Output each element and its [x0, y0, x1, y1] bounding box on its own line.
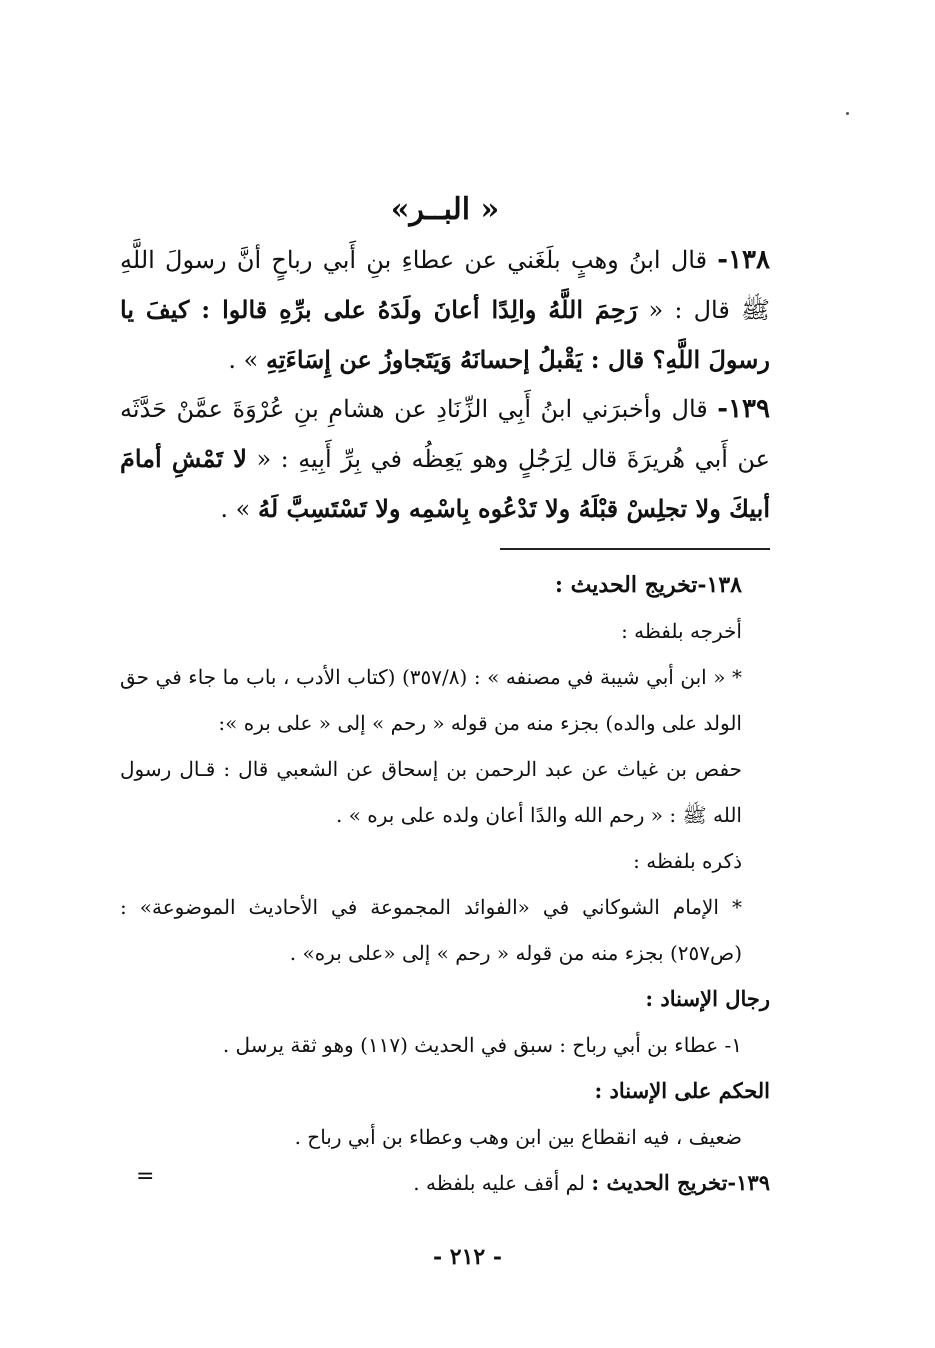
hadith-139-end: » .	[220, 495, 258, 523]
hafs-chain-text: حفص بن غياث عن عبد الرحمن بن إسحاق عن الشعبي قال : قـال رسول الله ﷺ : « رحم الله والدًا أعان ولده على بره » .	[120, 757, 742, 827]
scan-speck	[846, 112, 849, 115]
hadith-139-number: ١٣٩-	[717, 394, 770, 424]
hadith-139-isnad: قال وأخبرَني ابنُ أَبِي الزِّنَادِ عن هشامِ بنِ عُرْوَةَ عمَّنْ حَدَّثَه عن أَبي هُريرَةَ قال لِرَجُلٍ وهو يَعِظُه في بِرِّ أَبِيهِ : «	[120, 395, 770, 473]
hadith-138-matn: رَحِمَ اللَّهُ والِدًا أعانَ ولَدَهُ على برِّهِ قالوا : كيفَ يا رسولَ اللَّهِ؟ قال : يَقْبلُ إحسانَهُ وَيَتَجاوزُ عن إِسَاءَتِهِ	[120, 295, 770, 374]
shawkani-reference: * الإمام الشوكاني في «الفوائد المجموعة في الأحاديث الموضوعة» : (ص٢٥٧) بجزء منه من قوله « رحم » إلى «على بره» .	[120, 895, 742, 965]
footnotes	[120, 562, 770, 1206]
hadith-138-end: » .	[228, 346, 266, 374]
page-body	[120, 0, 770, 1348]
takhrij-139-text: لم أقف عليه بلفظه .	[413, 1171, 592, 1195]
continuation-mark: =	[136, 1164, 155, 1189]
dhakarahu-label: ذكره بلفظه :	[633, 849, 742, 873]
page-number: - ٢١٢ -	[432, 1244, 503, 1270]
chapter-title: « البــر»	[390, 192, 500, 227]
ibn-abi-shaybah-reference: * « ابن أبي شيبة في مصنفه » : (٣٥٧/٨) (كتاب الأدب ، باب ما جاء في حق الولد على والده) بجزء منه من قوله « رحم » إلى « على بره »:	[120, 665, 742, 735]
footnote-divider	[500, 548, 770, 550]
takhrij-138-heading: ١٣٨-تخريج الحديث :	[554, 572, 742, 598]
rijal-item-1: ١- عطاء بن أبي رباح : سبق في الحديث (١١٧) وهو ثقة يرسل .	[222, 1033, 742, 1057]
rijal-heading: رجال الإسناد :	[645, 986, 770, 1011]
hukm-heading: الحكم على الإسناد :	[594, 1078, 770, 1103]
takhrij-139	[120, 1160, 770, 1206]
main-text	[120, 236, 770, 534]
hadith-139	[120, 385, 770, 534]
hadith-138-isnad: قال ابنُ وهبٍ بلَغَني عن عطاءِ بنِ أَبي رباحٍ أنَّ رسولَ اللَّهِ ﷺ قال : «	[120, 246, 771, 324]
takhrij-139-heading: ١٣٩-تخريج الحديث :	[591, 1170, 770, 1195]
hadith-138-number: ١٣٨-	[717, 245, 770, 275]
hadith-138	[120, 236, 770, 385]
akhrajahu-label: أخرجه بلفظه :	[621, 619, 742, 643]
hukm-text: ضعيف ، فيه انقطاع بين ابن وهب وعطاء بن أبي رباح .	[294, 1125, 742, 1149]
hadith-139-matn: لا تَمْشِ أمامَ أبيكَ ولا تجلِسْ قبْلَهُ ولا تَدْعُوه بِاسْمِه ولا تَسْتَسِبَّ لَهُ	[120, 444, 770, 523]
